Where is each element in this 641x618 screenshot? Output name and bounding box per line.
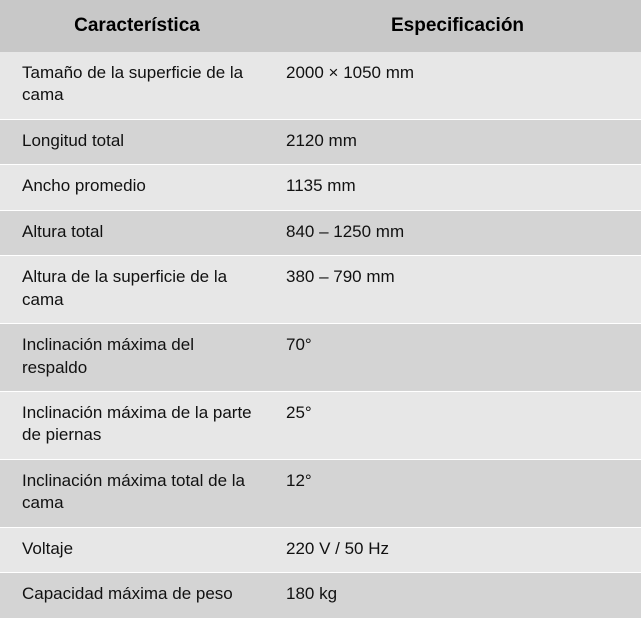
cell-specification: 12°	[274, 459, 641, 527]
column-header-feature: Característica	[0, 0, 274, 52]
cell-specification: 25°	[274, 391, 641, 459]
table-row	[0, 119, 641, 164]
column-header-specification: Especificación	[274, 0, 641, 52]
table-row	[0, 459, 641, 527]
table-header-row	[0, 0, 641, 52]
cell-feature: Tamaño de la superficie de la cama	[0, 52, 274, 119]
cell-specification: 840 – 1250 mm	[274, 210, 641, 255]
cell-specification: 180 kg	[274, 573, 641, 618]
cell-specification: 1135 mm	[274, 165, 641, 210]
table-row	[0, 52, 641, 119]
table-row	[0, 573, 641, 618]
table-body	[0, 52, 641, 618]
table-row	[0, 165, 641, 210]
cell-feature: Altura total	[0, 210, 274, 255]
cell-specification: 2120 mm	[274, 119, 641, 164]
table-header	[0, 0, 641, 52]
cell-feature: Ancho promedio	[0, 165, 274, 210]
cell-feature: Altura de la superficie de la cama	[0, 256, 274, 324]
cell-specification: 220 V / 50 Hz	[274, 527, 641, 572]
table-row	[0, 210, 641, 255]
table-row	[0, 324, 641, 392]
table-row	[0, 527, 641, 572]
table-row	[0, 391, 641, 459]
cell-specification: 2000 × 1050 mm	[274, 52, 641, 119]
cell-feature: Voltaje	[0, 527, 274, 572]
cell-feature: Longitud total	[0, 119, 274, 164]
table-row	[0, 256, 641, 324]
cell-specification: 380 – 790 mm	[274, 256, 641, 324]
cell-feature: Inclinación máxima total de la cama	[0, 459, 274, 527]
cell-feature: Capacidad máxima de peso	[0, 573, 274, 618]
cell-feature: Inclinación máxima de la parte de piernas	[0, 391, 274, 459]
cell-feature: Inclinación máxima del respaldo	[0, 324, 274, 392]
cell-specification: 70°	[274, 324, 641, 392]
